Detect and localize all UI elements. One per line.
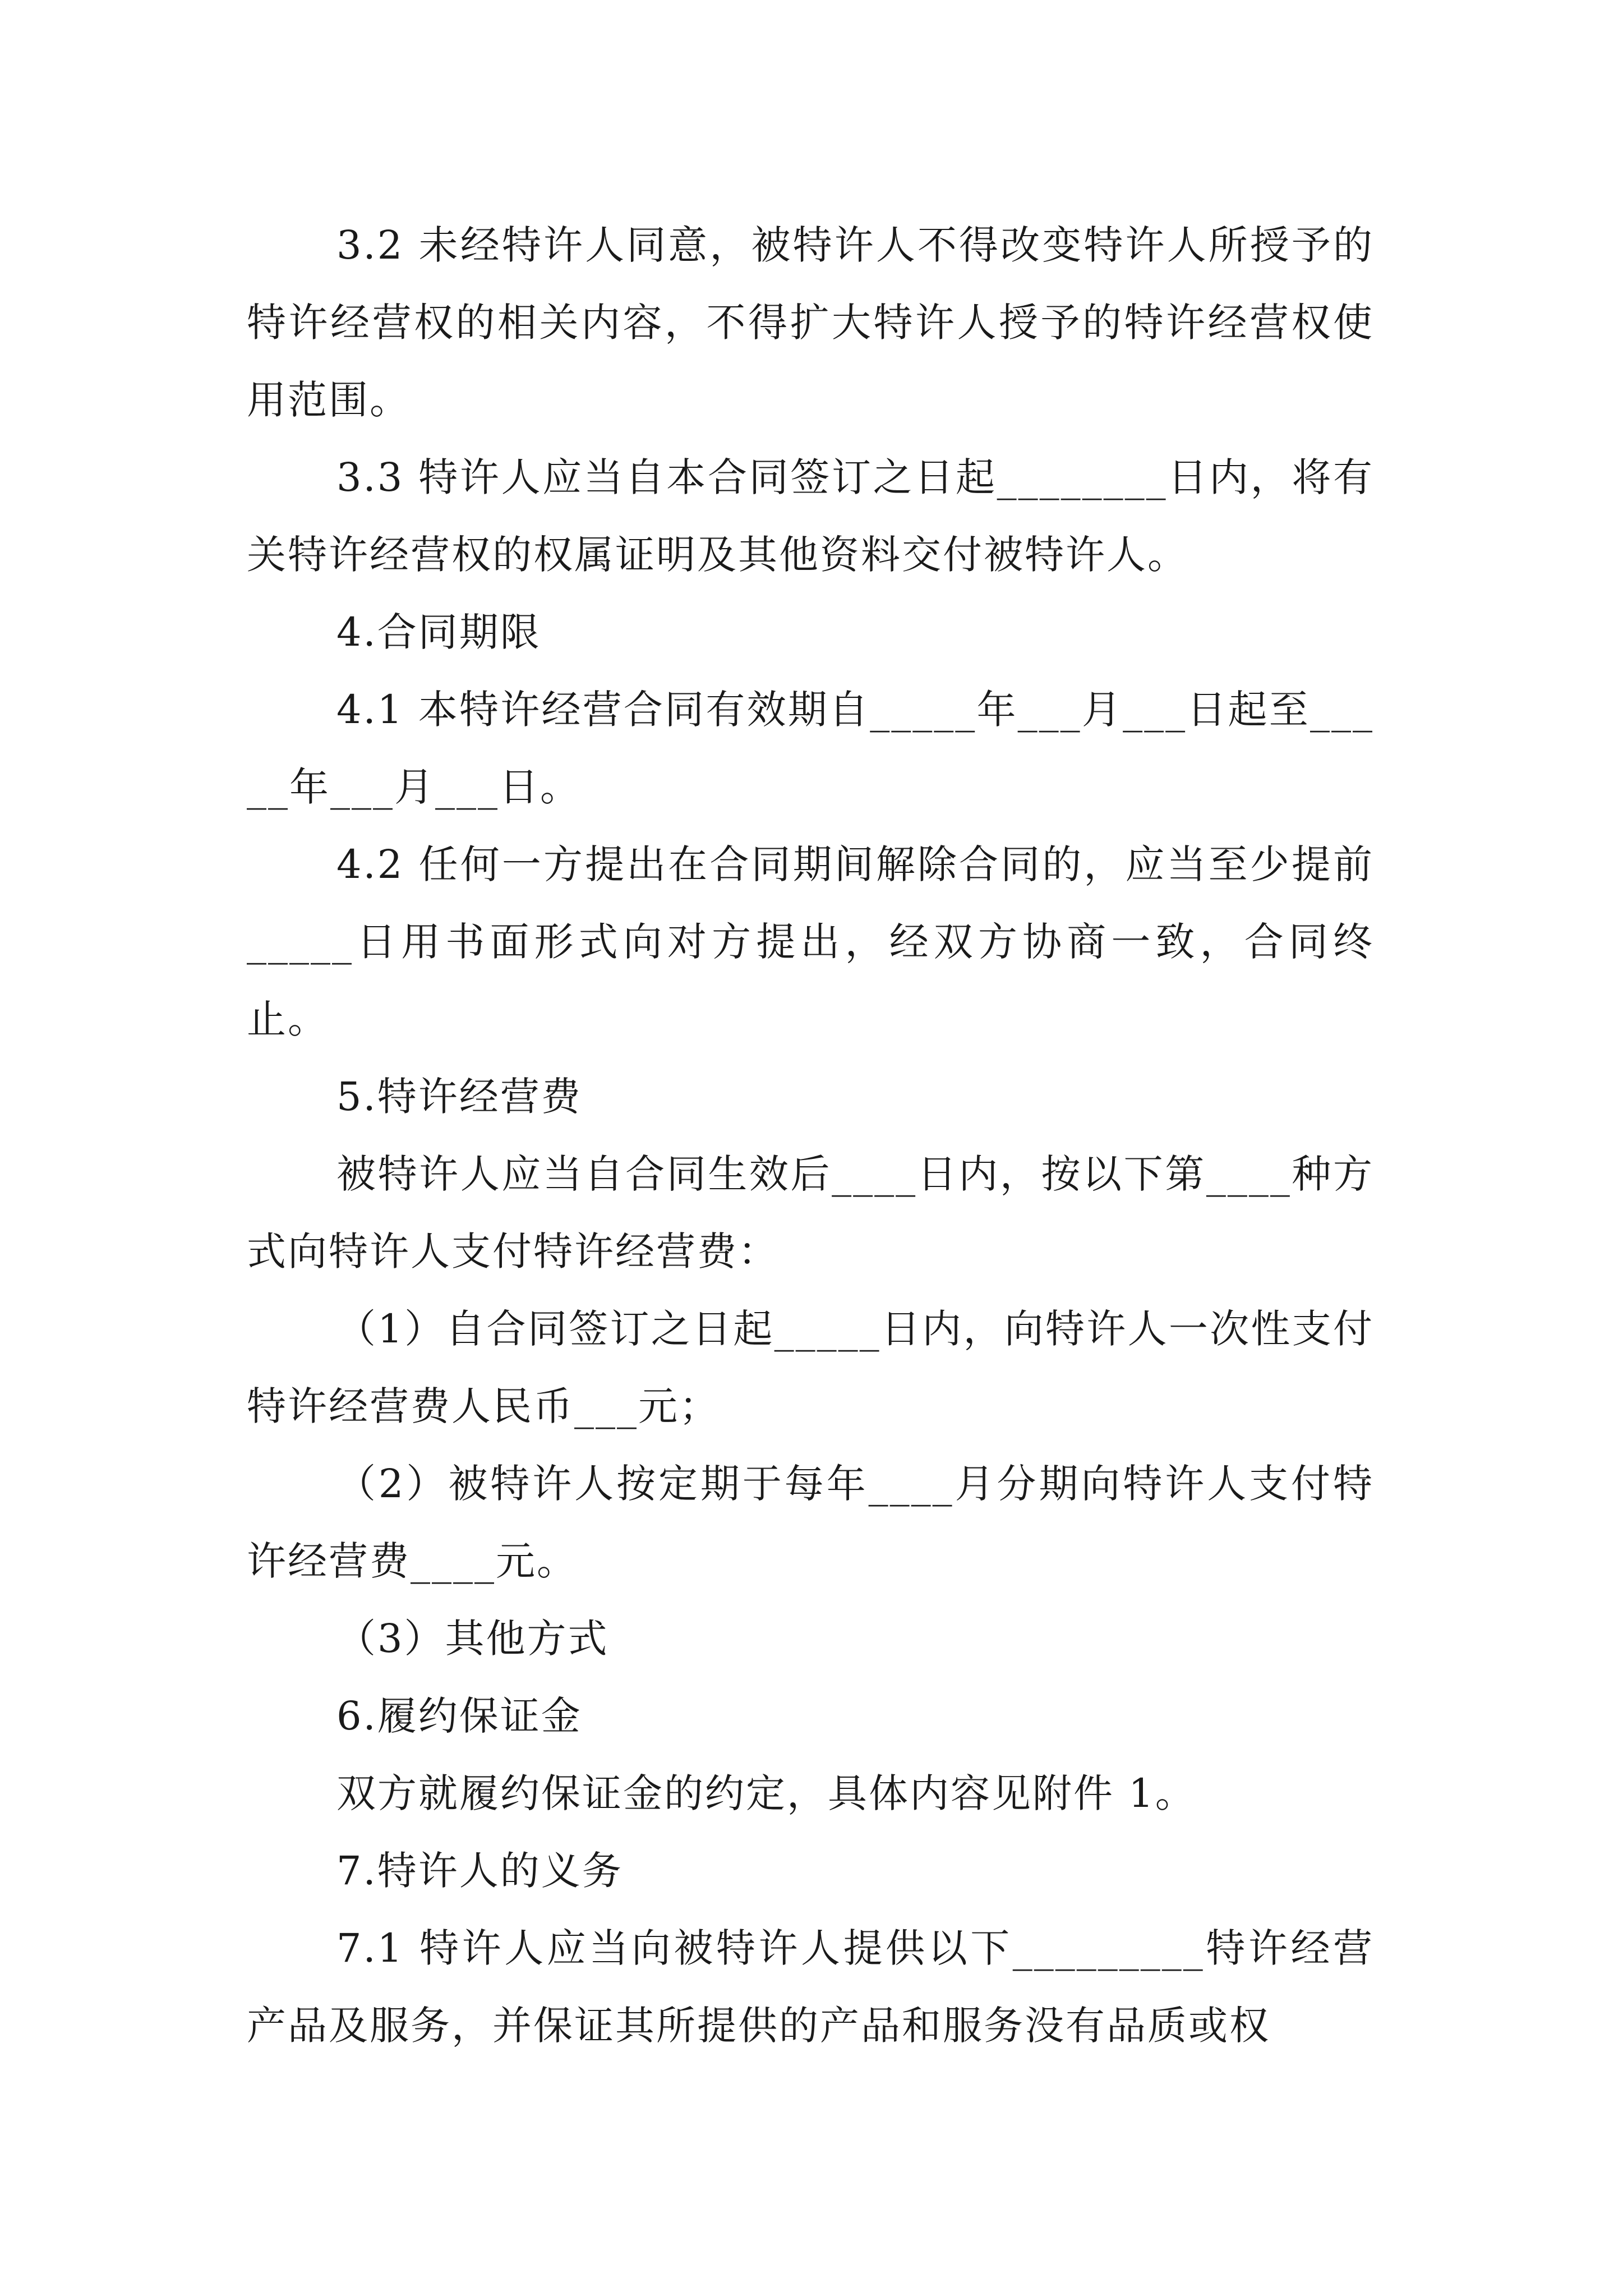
section-6-heading: 6.履约保证金 (336, 1693, 582, 1739)
clause-4-2: 4.2 任何一方提出在合同期间解除合同的，应当至少提前_____日用书面形式向对方提出，经双方协商一致，合同终止。 (247, 841, 1374, 1042)
clause-5-option-3: （3）其他方式 (336, 1616, 609, 1662)
clause-5-intro: 被特许人应当自合同生效后____日内，按以下第____种方式向特许人支付特许经营费： (247, 1151, 1374, 1274)
section-4-heading: 4.合同期限 (336, 609, 541, 655)
document-body (247, 206, 1374, 2064)
section-7-heading: 7.特许人的义务 (336, 1848, 623, 1894)
clause-7-1: 7.1 特许人应当向被特许人提供以下_________特许经营产品及服务，并保证其所提供的产品和服务没有品质或权 (247, 1925, 1374, 2049)
section-5-heading: 5.特许经营费 (336, 1074, 582, 1120)
clause-5-option-2: （2）被特许人按定期于每年____月分期向特许人支付特许经营费____元。 (247, 1461, 1374, 1584)
clause-4-1: 4.1 本特许经营合同有效期自_____年___月___日起至_____年___月___日。 (247, 687, 1374, 810)
clause-5-option-1: （1）自合同签订之日起_____日内，向特许人一次性支付特许经营费人民币___元； (247, 1306, 1374, 1429)
clause-6-body: 双方就履约保证金的约定，具体内容见附件 1。 (336, 1770, 1196, 1816)
clause-3-3: 3.3 特许人应当自本合同签订之日起________日内，将有关特许经营权的权属证明及其他资料交付被特许人。 (247, 454, 1374, 578)
clause-3-2: 3.2 未经特许人同意，被特许人不得改变特许人所授予的特许经营权的相关内容，不得扩大特许人授予的特许经营权使用范围。 (247, 222, 1374, 423)
